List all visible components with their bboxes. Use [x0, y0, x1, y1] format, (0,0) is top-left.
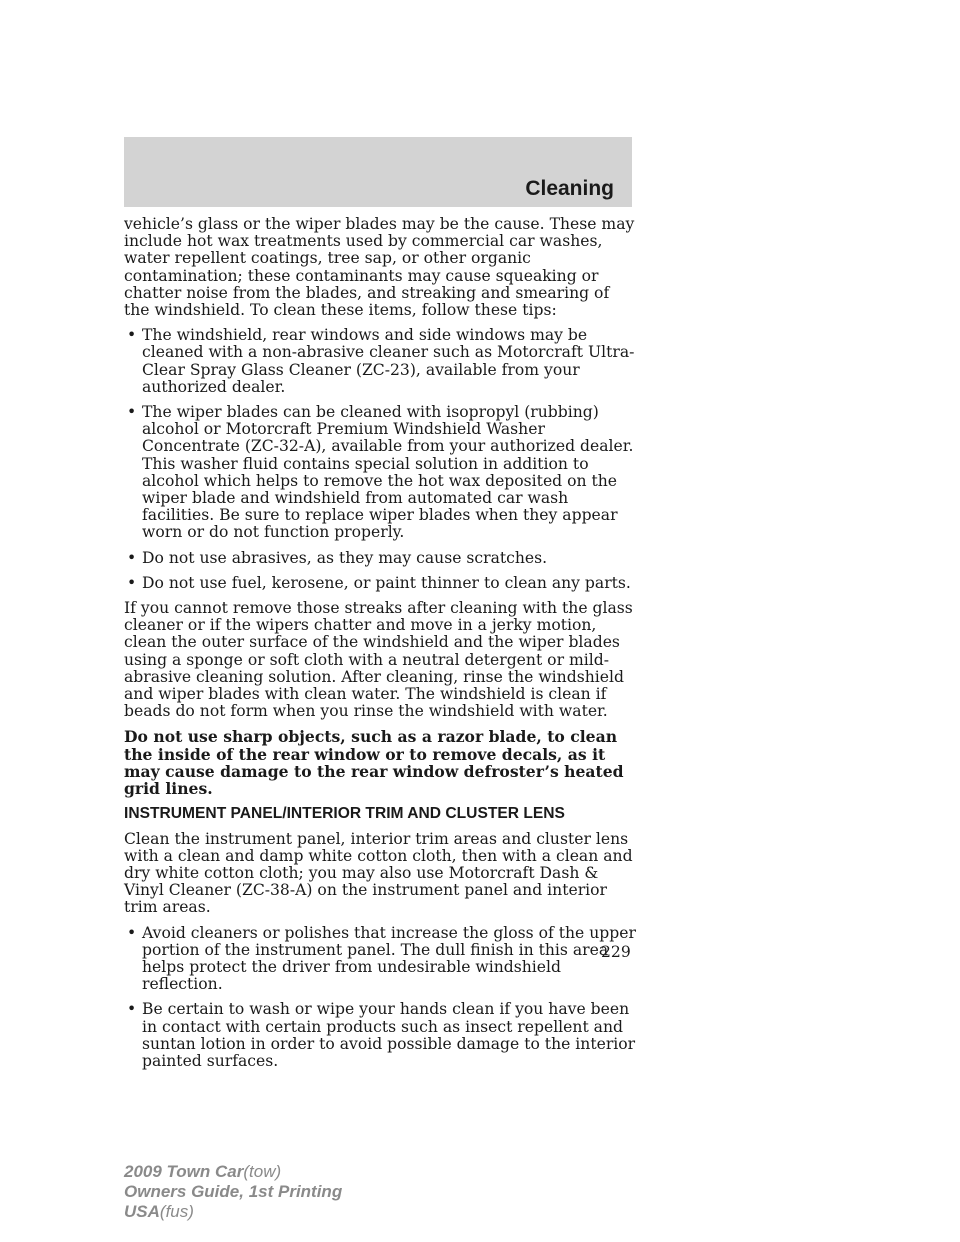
section-title: Cleaning [525, 177, 614, 200]
list-item-text: Avoid cleaners or polishes that increase the gloss of the upper portion of the instrument panel. The dull finish in this area helps protect the driver from undesirable windshield reflection. [142, 923, 636, 994]
page-number: 229 [601, 943, 631, 961]
footer-model: 2009 Town Car [124, 1162, 244, 1181]
bullet-icon: • [127, 1000, 137, 1019]
footer-market: USA [124, 1202, 160, 1221]
list-item-text: Be certain to wash or wipe your hands clean if you have been in contact with certain products such as insect repellent and suntan lotion in order to avoid possible damage to the interior painted surfaces. [142, 1000, 636, 1070]
list-item-text: The windshield, rear windows and side windows may be cleaned with a non-abrasive cleaner such as Motorcraft Ultra-Clear Spray Glass Cleaner (ZC-23), available from your authorized dealer. [142, 326, 635, 396]
list-item [124, 1001, 636, 1070]
list-item [124, 550, 636, 567]
footer-edition: Owners Guide, 1st Printing [124, 1182, 343, 1201]
bullet-icon: • [127, 923, 137, 942]
page-body [124, 216, 636, 1078]
bullet-icon: • [127, 326, 137, 345]
streaks-paragraph: If you cannot remove those streaks after cleaning with the glass cleaner or if the wipers chatter and move in a jerky motion, clean the outer surface of the windshield and the wiper blades using a sponge or soft cloth with a neutral detergent or mild-abrasive cleaning solution. After cleaning, rinse the windshield and wiper blades with clean water. The windshield is clean if beads do not form when you rinse the windshield with water. [124, 599, 633, 721]
bullet-icon: • [127, 548, 137, 567]
list-item-text: Do not use abrasives, as they may cause scratches. [142, 548, 548, 567]
list-item-text: The wiper blades can be cleaned with isopropyl (rubbing) alcohol or Motorcraft Premium Windshield Washer Concentrate (ZC-32-A), available from your authorized dealer. This washer fluid contains special solution in addition to alcohol which helps to remove the hot wax deposited on the wiper blade and windshield from automated car wash facilities. Be sure to replace wiper blades when they appear worn or do not function properly. [142, 403, 634, 542]
instrument-panel-heading: INSTRUMENT PANEL/INTERIOR TRIM AND CLUSTER LENS [124, 805, 565, 823]
bullet-icon: • [127, 573, 137, 592]
warning-paragraph: Do not use sharp objects, such as a razor blade, to clean the inside of the rear window or to remove decals, as it may cause damage to the rear window defroster’s heated grid lines. [124, 727, 624, 799]
list-item [124, 575, 636, 592]
list-item [124, 327, 636, 396]
footer-line-1 [124, 1162, 342, 1182]
footer-line-3 [124, 1202, 342, 1222]
list-item [124, 925, 636, 994]
instrument-panel-paragraph: Clean the instrument panel, interior trim areas and cluster lens with a clean and damp white cotton cloth, then with a clean and dry white cotton cloth; you may also use Motorcraft Dash & Vinyl Cleaner (ZC-38-A) on the instrument panel and interior trim areas. [124, 829, 633, 917]
footer-line-2 [124, 1182, 342, 1202]
list-item-text: Do not use fuel, kerosene, or paint thinner to clean any parts. [142, 573, 631, 592]
footer-market-code: (fus) [159, 1202, 194, 1221]
footer-model-code: (tow) [243, 1162, 282, 1181]
instrument-panel-tips-list [124, 925, 636, 1071]
section-header-band [124, 137, 632, 207]
glass-cleaning-tips-list [124, 327, 636, 592]
print-footer [124, 1162, 342, 1222]
bullet-icon: • [127, 403, 137, 422]
intro-paragraph: vehicle’s glass or the wiper blades may be the cause. These may include hot wax treatments used by commercial car washes, water repellent coatings, tree sap, or other organic contamination; these contaminants may cause squeaking or chatter noise from the blades, and streaking and smearing of the windshield. To clean these items, follow these tips: [124, 215, 635, 320]
list-item [124, 404, 636, 542]
